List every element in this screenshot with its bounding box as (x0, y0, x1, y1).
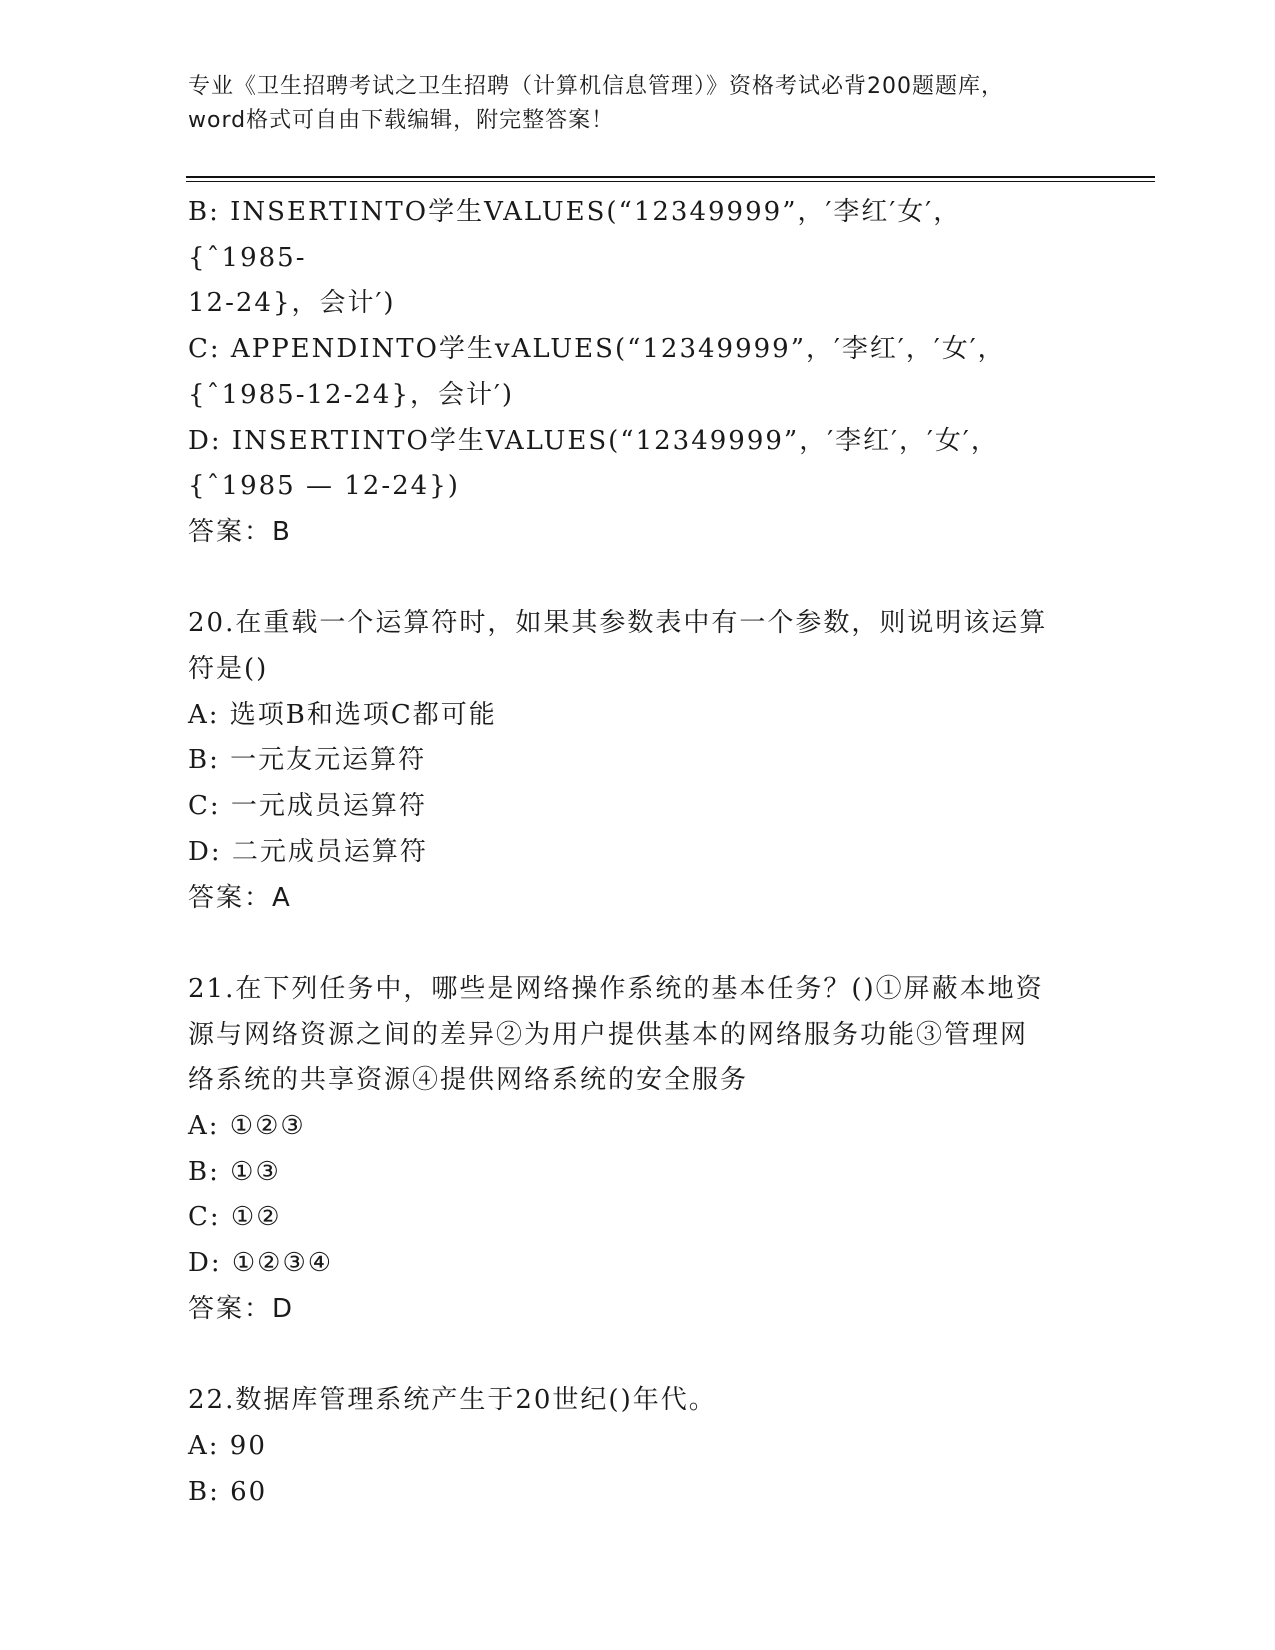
header-divider-thin (186, 181, 1155, 182)
document-header (188, 70, 1088, 138)
option-a: A: 90 (188, 1430, 267, 1461)
answer-20: 答案：A (188, 882, 292, 913)
header-line-1: 专业《卫生招聘考试之卫生招聘（计算机信息管理）》资格考试必背200题题库， (188, 74, 1004, 99)
option-a: A: 选项B和选项C都可能 (188, 699, 497, 730)
spacer (188, 1333, 1068, 1379)
option-d-line-1: D: INSERTINTO学生VALUES(“12349999”，′李红′，′女′， (188, 425, 999, 456)
question-20-text-line-2: 符是() (188, 654, 269, 685)
question-content (188, 190, 1068, 1515)
option-d-line-2: {ˆ1985 — 12-24}) (188, 471, 460, 502)
spacer (188, 921, 1068, 967)
spacer (188, 556, 1068, 602)
option-c: C: ①② (188, 1202, 282, 1233)
question-21 (188, 967, 1068, 1333)
answer-21: 答案：D (188, 1293, 295, 1324)
option-b: B: 一元友元运算符 (188, 745, 427, 776)
option-b-line-1: B: INSERTINTO学生VALUES(“12349999”，′李红′女′，{ˆ1985- (188, 197, 962, 273)
question-19-options (188, 190, 1068, 556)
question-20 (188, 601, 1068, 921)
question-21-text-line-2: 源与网络资源之间的差异②为用户提供基本的网络服务功能③管理网 (188, 1019, 1029, 1050)
option-c-line-1: C: APPENDINTO学生vALUES(“12349999”，′李红′，′女′， (188, 334, 1006, 365)
question-22-text-line-1: 22.数据库管理系统产生于20世纪()年代。 (188, 1385, 717, 1416)
question-21-text-line-1: 21.在下列任务中，哪些是网络操作系统的基本任务？()①屏蔽本地资 (188, 973, 1044, 1004)
answer-19: 答案：B (188, 516, 292, 547)
option-d: D: ①②③④ (188, 1248, 334, 1279)
option-c-line-2: {ˆ1985-12-24}，会计′) (188, 379, 515, 410)
question-20-text-line-1: 20.在重载一个运算符时，如果其参数表中有一个参数，则说明该运算 (188, 608, 1048, 639)
header-line-2: word格式可自由下载编辑，附完整答案！ (188, 108, 615, 133)
option-c: C: 一元成员运算符 (188, 791, 427, 822)
option-d: D: 二元成员运算符 (188, 836, 428, 867)
option-b-line-2: 12-24}，会计′) (188, 288, 396, 319)
question-21-text-line-3: 络系统的共享资源④提供网络系统的安全服务 (188, 1065, 749, 1096)
option-a: A: ①②③ (188, 1111, 306, 1142)
header-divider-thick (186, 176, 1155, 178)
option-b: B: ①③ (188, 1156, 281, 1187)
option-b: B: 60 (188, 1476, 268, 1507)
question-22 (188, 1378, 1068, 1515)
